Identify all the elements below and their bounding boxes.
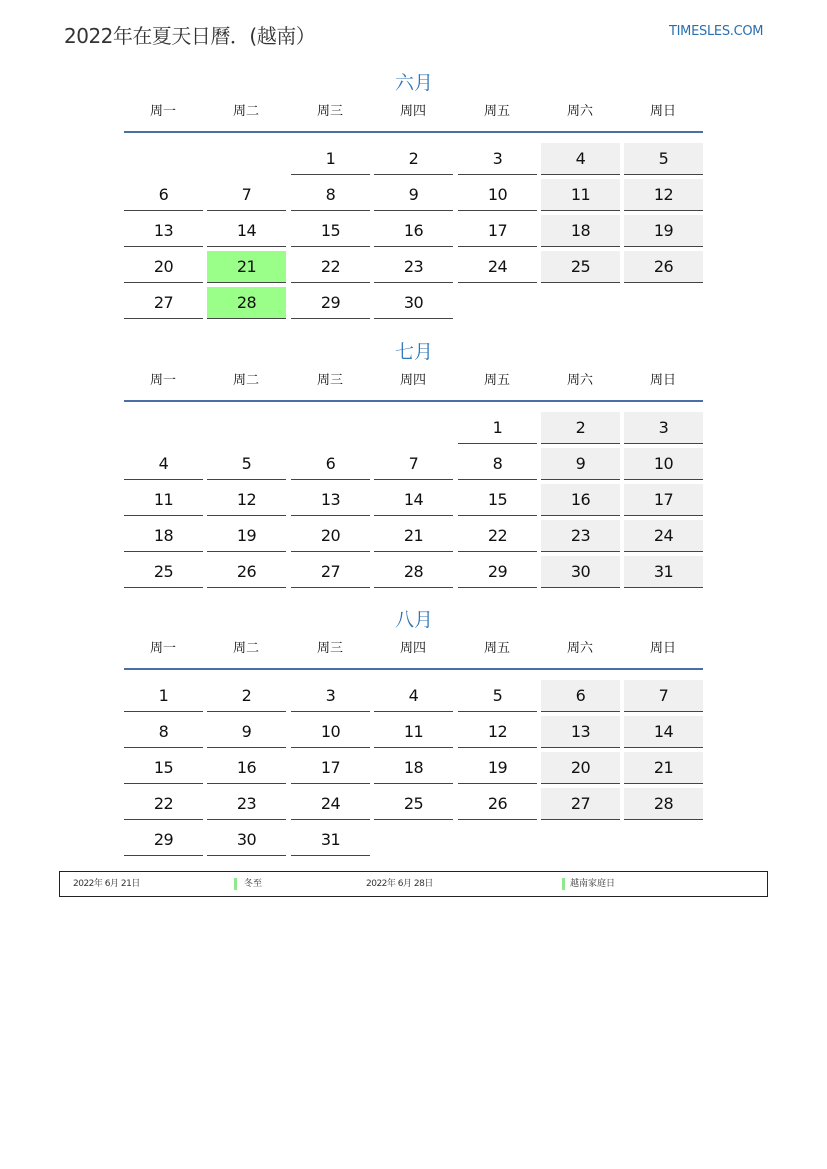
weekday-header: 周四	[399, 104, 426, 119]
header-rule	[124, 400, 703, 402]
day-cell: 16	[207, 752, 286, 784]
day-cell: 7	[207, 179, 286, 211]
month-august	[124, 605, 704, 860]
day-cell: 2	[207, 680, 286, 712]
day-cell: 23	[207, 788, 286, 820]
day-cell: 2	[374, 143, 453, 175]
day-cell: 10	[291, 716, 370, 748]
legend-item	[360, 872, 760, 896]
day-cell: 1	[458, 412, 537, 444]
day-cell: 19	[207, 520, 286, 552]
day-cell: 15	[458, 484, 537, 516]
day-cell: 26	[624, 251, 703, 283]
day-cell: 6	[124, 179, 203, 211]
weekday-header: 周三	[316, 641, 343, 656]
holiday-marker	[562, 878, 565, 890]
weekday-header: 周五	[483, 641, 510, 656]
day-cell: 28	[624, 788, 703, 820]
day-cell: 16	[541, 484, 620, 516]
day-cell: 4	[541, 143, 620, 175]
page-title: 2022年在夏天日曆．(越南）	[64, 24, 316, 48]
day-cell: 18	[374, 752, 453, 784]
day-cell: 30	[207, 824, 286, 856]
day-cell: 17	[624, 484, 703, 516]
day-cell: 11	[124, 484, 203, 516]
weekday-header: 周六	[566, 104, 593, 119]
legend-date: 2022年 6月 21日	[73, 879, 140, 889]
weekday-header: 周日	[649, 373, 676, 388]
day-cell: 21	[374, 520, 453, 552]
weekday-header: 周三	[316, 373, 343, 388]
day-cell: 14	[624, 716, 703, 748]
day-cell: 16	[374, 215, 453, 247]
day-cell: 8	[291, 179, 370, 211]
holiday-day-cell: 28	[207, 287, 286, 319]
day-cell: 31	[291, 824, 370, 856]
day-cell: 29	[458, 556, 537, 588]
day-cell: 17	[458, 215, 537, 247]
day-cell: 19	[624, 215, 703, 247]
day-cell: 3	[291, 680, 370, 712]
weekday-header: 周三	[316, 104, 343, 119]
day-cell: 12	[624, 179, 703, 211]
day-cell: 23	[374, 251, 453, 283]
day-cell: 2	[541, 412, 620, 444]
day-cell: 27	[291, 556, 370, 588]
day-cell: 6	[291, 448, 370, 480]
month-july	[124, 337, 704, 592]
day-cell: 24	[291, 788, 370, 820]
day-cell: 30	[541, 556, 620, 588]
day-cell: 24	[624, 520, 703, 552]
day-cell: 9	[541, 448, 620, 480]
weekday-header: 周二	[232, 641, 259, 656]
day-cell: 5	[207, 448, 286, 480]
day-cell: 20	[541, 752, 620, 784]
holiday-marker	[234, 878, 237, 890]
day-cell: 4	[124, 448, 203, 480]
day-cell: 25	[374, 788, 453, 820]
holiday-day-cell: 21	[207, 251, 286, 283]
weekday-header: 周日	[649, 641, 676, 656]
weekday-header: 周一	[149, 104, 176, 119]
day-cell: 22	[124, 788, 203, 820]
day-cell: 22	[291, 251, 370, 283]
day-cell: 26	[207, 556, 286, 588]
day-cell: 1	[124, 680, 203, 712]
day-cell: 20	[124, 251, 203, 283]
day-cell: 23	[541, 520, 620, 552]
day-cell: 7	[624, 680, 703, 712]
day-cell: 14	[207, 215, 286, 247]
day-cell: 26	[458, 788, 537, 820]
day-cell: 5	[458, 680, 537, 712]
month-title: 七月	[394, 341, 433, 363]
weekday-header: 周六	[566, 641, 593, 656]
day-cell: 19	[458, 752, 537, 784]
day-cell: 3	[624, 412, 703, 444]
day-cell: 8	[124, 716, 203, 748]
legend-holiday-name: 越南家庭日	[570, 879, 616, 889]
day-cell: 7	[374, 448, 453, 480]
day-cell: 14	[374, 484, 453, 516]
weekday-header: 周日	[649, 104, 676, 119]
day-cell: 15	[291, 215, 370, 247]
header-rule	[124, 131, 703, 133]
day-cell: 11	[374, 716, 453, 748]
weekday-header: 周六	[566, 373, 593, 388]
weekday-header: 周四	[399, 641, 426, 656]
day-cell: 4	[374, 680, 453, 712]
day-cell: 21	[624, 752, 703, 784]
day-cell: 15	[124, 752, 203, 784]
day-cell: 27	[124, 287, 203, 319]
day-cell: 5	[624, 143, 703, 175]
day-cell: 10	[458, 179, 537, 211]
weekday-header: 周二	[232, 104, 259, 119]
day-cell: 12	[207, 484, 286, 516]
day-cell: 18	[124, 520, 203, 552]
day-cell: 27	[541, 788, 620, 820]
day-cell: 29	[291, 287, 370, 319]
day-cell: 28	[374, 556, 453, 588]
weekday-header: 周一	[149, 641, 176, 656]
day-cell: 18	[541, 215, 620, 247]
legend-holiday-name: 冬至	[244, 879, 263, 889]
day-cell: 17	[291, 752, 370, 784]
day-cell: 8	[458, 448, 537, 480]
day-cell: 10	[624, 448, 703, 480]
header-rule	[124, 668, 703, 670]
day-cell: 3	[458, 143, 537, 175]
day-cell: 25	[124, 556, 203, 588]
day-cell: 11	[541, 179, 620, 211]
month-june	[124, 68, 704, 323]
day-cell: 13	[124, 215, 203, 247]
day-cell: 9	[207, 716, 286, 748]
weekday-header: 周一	[149, 373, 176, 388]
weekday-header: 周二	[232, 373, 259, 388]
day-cell: 13	[541, 716, 620, 748]
holiday-legend	[59, 871, 768, 897]
day-cell: 6	[541, 680, 620, 712]
day-cell: 9	[374, 179, 453, 211]
month-title: 八月	[394, 609, 433, 631]
day-cell: 29	[124, 824, 203, 856]
day-cell: 12	[458, 716, 537, 748]
weekday-header: 周五	[483, 373, 510, 388]
legend-date: 2022年 6月 28日	[366, 879, 433, 889]
day-cell: 30	[374, 287, 453, 319]
day-cell: 22	[458, 520, 537, 552]
day-cell: 1	[291, 143, 370, 175]
day-cell: 24	[458, 251, 537, 283]
day-cell: 31	[624, 556, 703, 588]
day-cell: 20	[291, 520, 370, 552]
legend-item	[60, 872, 390, 896]
day-cell: 13	[291, 484, 370, 516]
month-title: 六月	[394, 72, 433, 94]
weekday-header: 周四	[399, 373, 426, 388]
brand-link[interactable]: TIMESLES.COM	[669, 24, 764, 39]
day-cell: 25	[541, 251, 620, 283]
weekday-header: 周五	[483, 104, 510, 119]
